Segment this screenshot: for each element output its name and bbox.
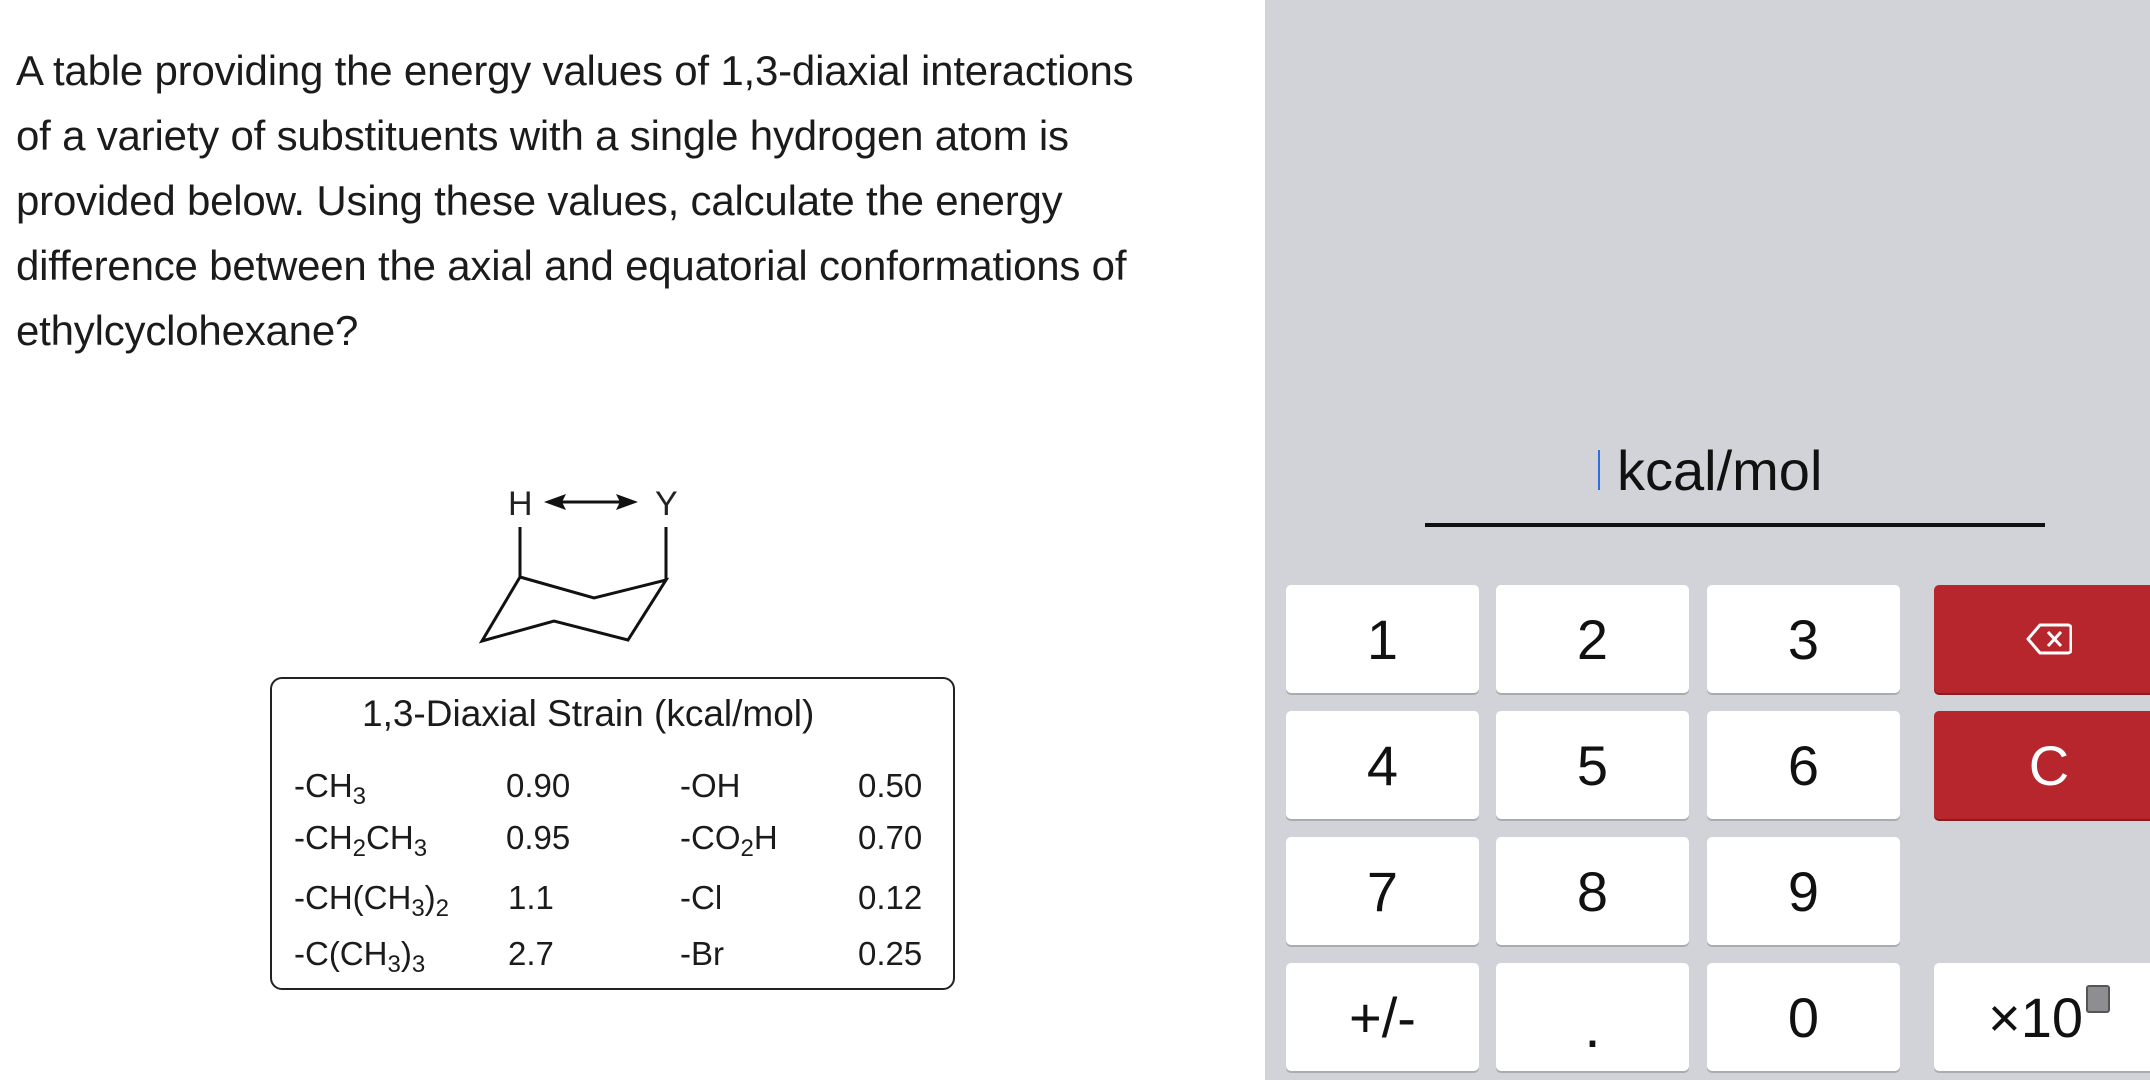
times-ten-button[interactable] [1934,963,2150,1071]
key-2[interactable]: 2 [1496,585,1689,693]
backspace-button[interactable] [1934,585,2150,693]
hydrogen-label: H [508,485,533,523]
value-methyl: 0.90 [506,767,571,804]
key-8[interactable]: 8 [1496,837,1689,945]
key-6[interactable]: 6 [1707,711,1900,819]
key-4[interactable]: 4 [1286,711,1479,819]
question-line: A table providing the energy values of 1,3-diaxial interactions [16,47,1134,94]
decimal-button[interactable] [1496,963,1689,1071]
group-isopropyl: $-CH(CH_3)_2$ [294,879,450,922]
key-7[interactable]: 7 [1286,837,1479,945]
answer-field[interactable] [1425,430,2045,530]
group-ethyl: $-CH_2CH_3$ [294,819,428,862]
value-chloro: 0.12 [858,879,923,916]
diaxial-strain-table [270,677,955,990]
question-text [16,38,1256,363]
chair-ring [482,577,666,641]
group-hydroxyl: -OH [680,767,741,804]
answer-underline [1425,523,2045,527]
cyclohexane-chair-diagram [470,480,710,660]
question-line: provided below. Using these values, calculate the energy [16,177,1063,224]
group-bromo: -Br [680,935,724,972]
value-isopropyl: 1.1 [508,879,554,916]
table-title: 1,3-Diaxial Strain (kcal/mol) [362,693,815,734]
group-tert-butyl: $-C(CH_3)_3$ [294,935,426,978]
value-carboxyl: 0.70 [858,819,923,856]
key-3[interactable]: 3 [1707,585,1900,693]
sign-toggle-button[interactable]: +/- [1286,963,1479,1071]
group-chloro: -Cl [680,879,723,916]
decimal-label: . [1584,993,1601,1060]
value-tert-butyl: 2.7 [508,935,554,972]
question-line: ethylcyclohexane? [16,307,359,354]
value-bromo: 0.25 [858,935,923,972]
question-line: difference between the axial and equatorial conformations of [16,242,1127,289]
value-ethyl: 0.95 [506,819,571,856]
substituent-label: Y [655,485,678,523]
times-ten-label: ×10 [1988,985,2083,1049]
group-methyl: $-CH_3$ [294,767,367,810]
answer-unit: kcal/mol [1617,439,1823,502]
key-5[interactable]: 5 [1496,711,1689,819]
value-hydroxyl: 0.50 [858,767,923,804]
key-9[interactable]: 9 [1707,837,1900,945]
text-caret [1598,450,1600,490]
backspace-icon [2026,623,2072,655]
numeric-keypad-panel [1265,0,2150,1080]
group-carboxyl: $-CO_2H$ [680,819,778,862]
exponent-box-icon [2086,985,2110,1013]
key-1[interactable]: 1 [1286,585,1479,693]
question-line: of a variety of substituents with a single hydrogen atom is [16,112,1069,159]
clear-button[interactable]: C [1934,711,2150,819]
key-0[interactable]: 0 [1707,963,1900,1071]
